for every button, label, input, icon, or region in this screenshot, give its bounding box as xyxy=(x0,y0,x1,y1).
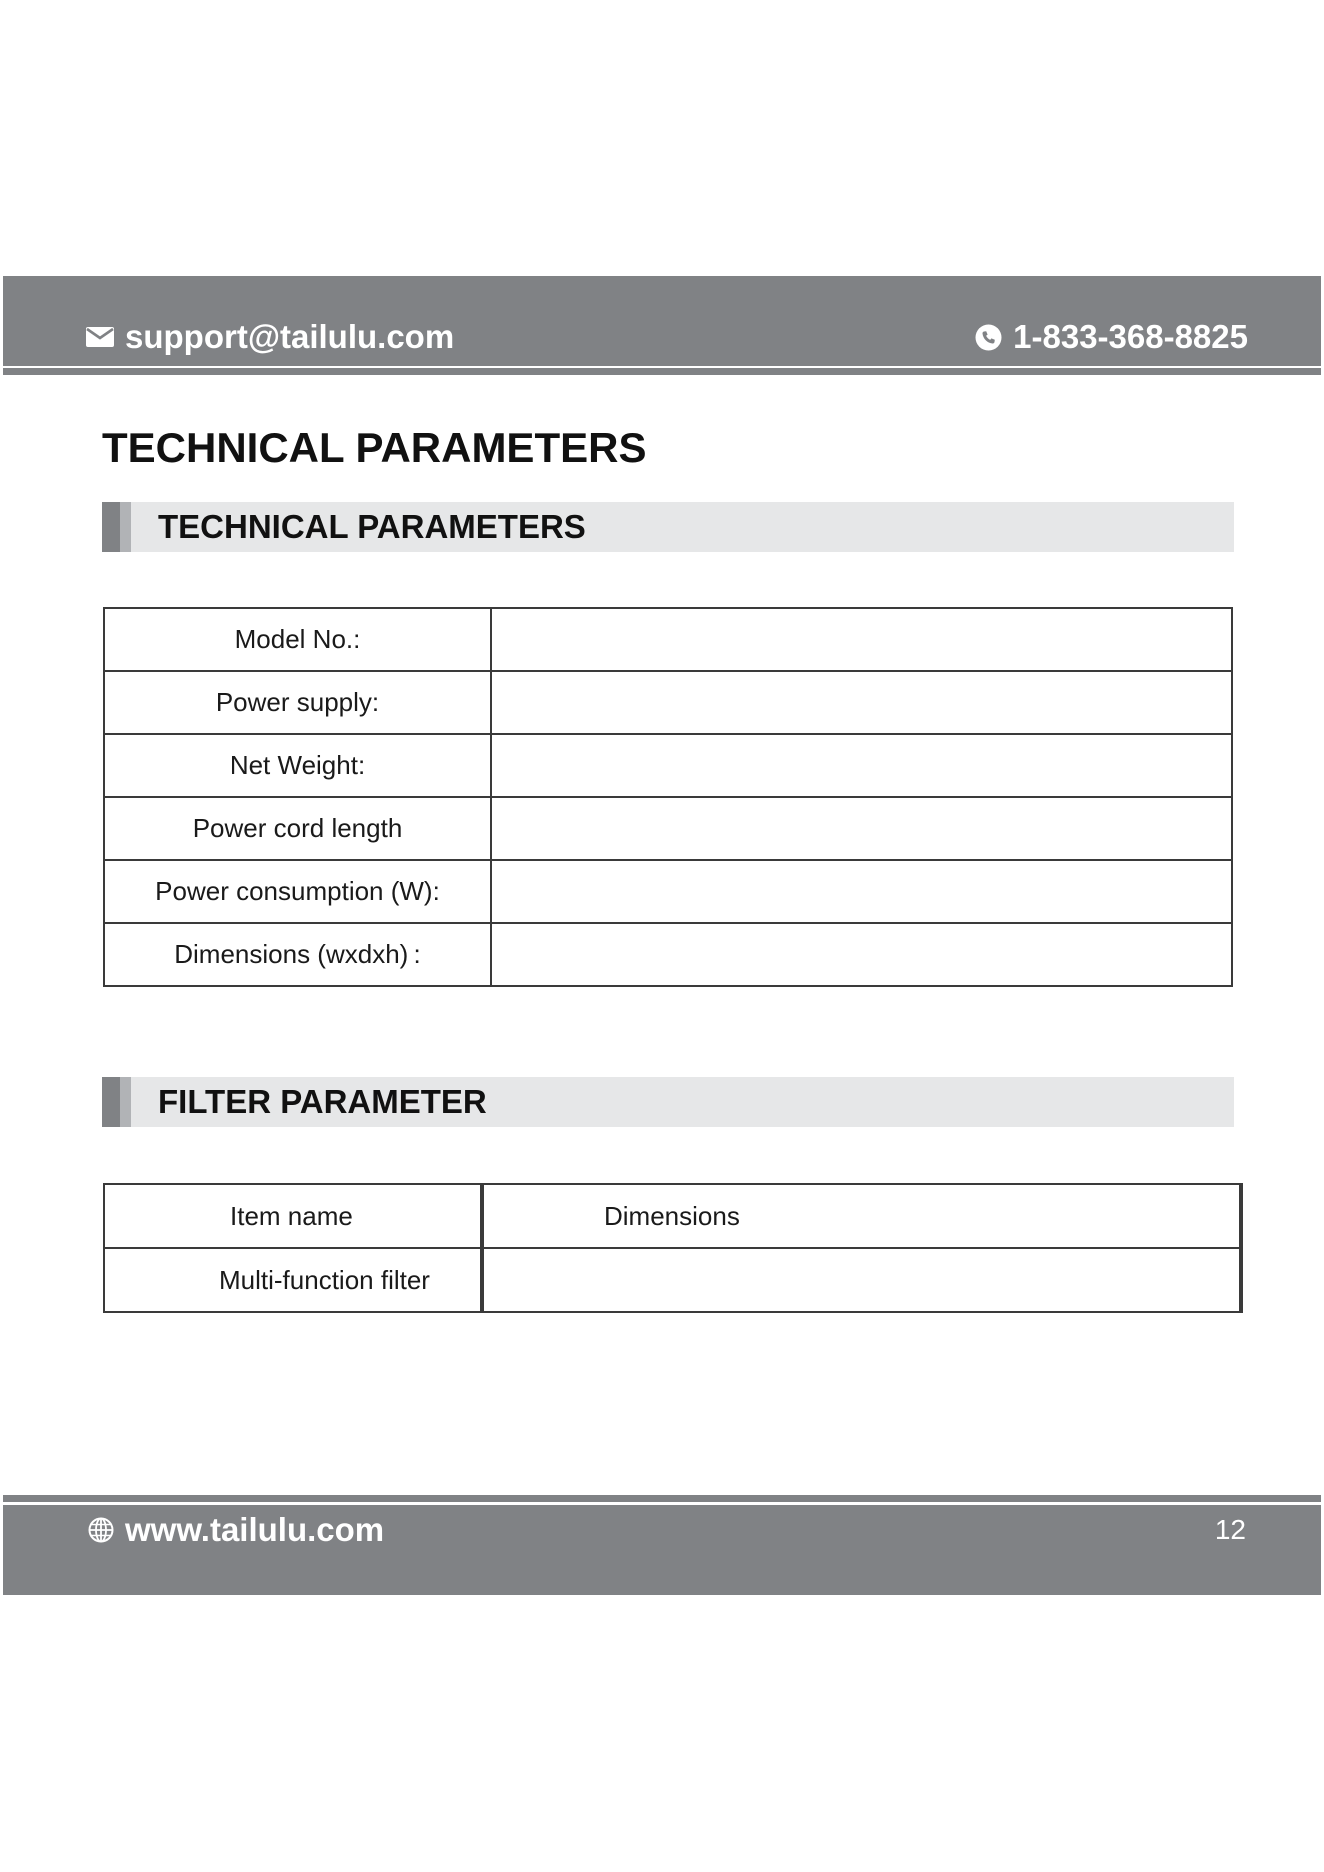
param-value xyxy=(491,671,1232,734)
technical-parameters-table xyxy=(103,607,1233,987)
table-row xyxy=(104,860,1232,923)
website-text: www.tailulu.com xyxy=(125,1511,385,1548)
technical-section-header xyxy=(102,502,1234,552)
phone-icon xyxy=(975,324,1002,351)
filter-parameters-table xyxy=(103,1183,1243,1313)
table-row xyxy=(104,797,1232,860)
section-marker-accent xyxy=(120,502,131,552)
footer-rule xyxy=(3,1495,1321,1502)
filter-dimensions-value xyxy=(482,1248,1241,1312)
filter-section-header xyxy=(102,1077,1234,1127)
section-marker xyxy=(102,1077,120,1127)
dimensions-header: Dimensions xyxy=(482,1184,1241,1248)
table-row xyxy=(104,608,1232,671)
technical-section-title: TECHNICAL PARAMETERS xyxy=(158,508,586,545)
param-value xyxy=(491,734,1232,797)
table-row xyxy=(104,734,1232,797)
filter-item-name: Multi-function filter xyxy=(104,1248,482,1312)
website-link[interactable] xyxy=(88,1508,384,1552)
filter-section-title: FILTER PARAMETER xyxy=(158,1083,487,1120)
param-label: Power cord length xyxy=(104,797,491,860)
support-phone[interactable] xyxy=(975,316,1248,358)
support-email-text: support@tailulu.com xyxy=(125,318,455,355)
section-marker xyxy=(102,502,120,552)
page-number: 12 xyxy=(1214,1514,1246,1545)
header-rule xyxy=(3,368,1321,375)
mail-icon xyxy=(86,327,114,347)
table-row xyxy=(104,671,1232,734)
item-name-header: Item name xyxy=(104,1184,482,1248)
param-value xyxy=(491,797,1232,860)
param-value xyxy=(491,923,1232,986)
param-value xyxy=(491,860,1232,923)
section-marker-accent xyxy=(120,1077,131,1127)
param-label: Power consumption (W): xyxy=(104,860,491,923)
param-label: Model No.: xyxy=(104,608,491,671)
param-label: Power supply: xyxy=(104,671,491,734)
page-title: TECHNICAL PARAMETERS xyxy=(102,424,647,471)
globe-icon xyxy=(88,1517,114,1543)
param-value xyxy=(491,608,1232,671)
param-label: Net Weight: xyxy=(104,734,491,797)
table-row xyxy=(104,1248,1241,1312)
support-email[interactable] xyxy=(86,316,454,358)
table-row xyxy=(104,923,1232,986)
param-label: Dimensions (wxdxh) : xyxy=(104,923,491,986)
table-header-row xyxy=(104,1184,1241,1248)
support-phone-text: 1-833-368-8825 xyxy=(1013,318,1248,355)
